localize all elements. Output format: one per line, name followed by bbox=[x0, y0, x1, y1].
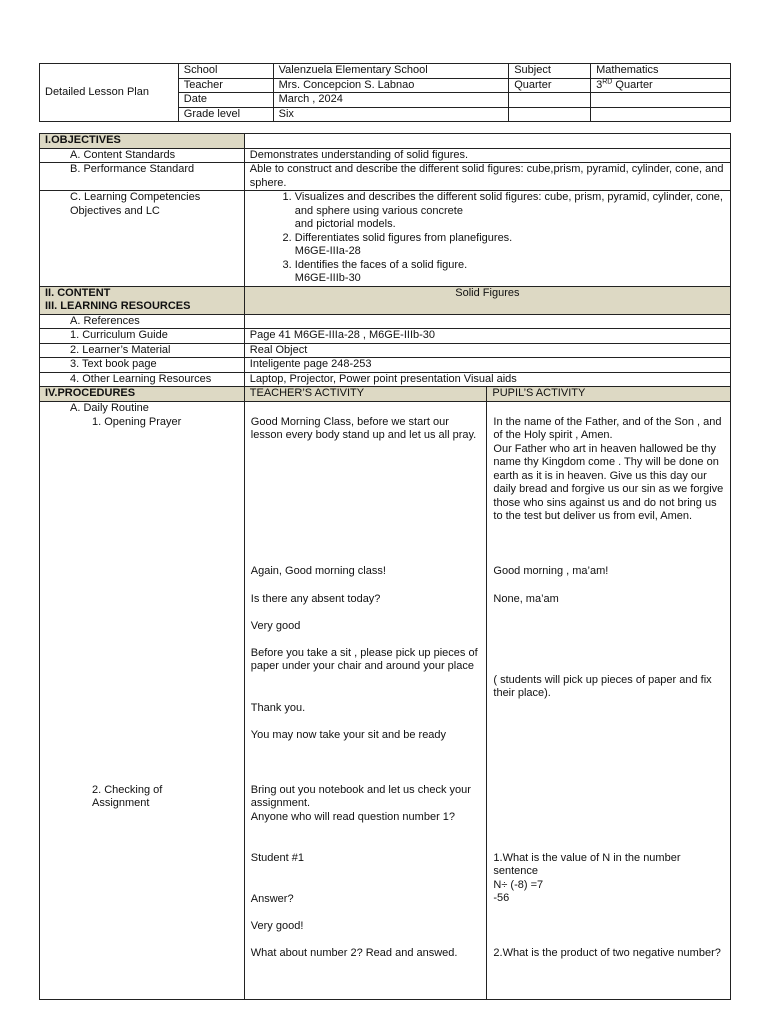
quarter-value: 3RD Quarter bbox=[591, 78, 731, 93]
references-label: A. References bbox=[40, 314, 245, 329]
teacher-line: Again, Good morning class! bbox=[250, 564, 386, 577]
empty-cell bbox=[244, 134, 730, 149]
resource-label: 1. Curriculum Guide bbox=[40, 329, 245, 344]
pupil-line: Good morning , ma’am! bbox=[493, 564, 609, 577]
teacher-value: Mrs. Concepcion S. Labnao bbox=[273, 78, 509, 93]
competency-item: 2. Differentiates solid figures from planefigures. M6GE-IIIa-28 bbox=[295, 232, 725, 259]
learning-competencies-label: C. Learning Competencies Objectives and LC bbox=[40, 191, 245, 287]
empty-cell bbox=[591, 107, 731, 122]
daily-routine-label: A. Daily Routine bbox=[70, 401, 149, 414]
main-table bbox=[39, 133, 731, 1000]
empty-cell bbox=[509, 93, 591, 108]
resource-label: 3. Text book page bbox=[40, 358, 245, 373]
topic-cell: Solid Figures bbox=[244, 286, 730, 314]
content-standards-value: Demonstrates understanding of solid figures. bbox=[244, 148, 730, 163]
competency-item: 3. Identifies the faces of a solid figure. M6GE-IIIb-30 bbox=[295, 259, 725, 286]
learning-resources-heading: III. LEARNING RESOURCES bbox=[45, 300, 191, 312]
teacher-line: Before you take a sit , please pick up pieces of paper under your chair and around your place bbox=[250, 646, 478, 672]
teacher-line: Very good! bbox=[250, 919, 304, 932]
teacher-line: Very good bbox=[250, 619, 301, 632]
empty-cell bbox=[244, 314, 730, 329]
teacher-activity-header: TEACHER’S ACTIVITY bbox=[244, 387, 487, 402]
learning-competencies-list bbox=[244, 191, 730, 287]
teacher-greeting: Good Morning Class, before we start our lesson every body stand up and let us all pray. bbox=[250, 415, 477, 441]
teacher-label: Teacher bbox=[178, 78, 273, 93]
teacher-line: Bring out you notebook and let us check your assignment. Anyone who will read question number 1? bbox=[250, 783, 471, 823]
quarter-label: Quarter bbox=[509, 78, 591, 93]
subject-value: Mathematics bbox=[591, 64, 731, 79]
pupil-activity-header: PUPIL’S ACTIVITY bbox=[487, 387, 731, 402]
teacher-line: Is there any absent today? bbox=[250, 592, 381, 605]
performance-standard-value: Able to construct and describe the different solid figures: cube,prism, pyramid, cylinder, cone, and sphere. bbox=[244, 163, 730, 191]
date-label: Date bbox=[178, 93, 273, 108]
lesson-plan-title: Detailed Lesson Plan bbox=[40, 64, 179, 122]
resource-value: Inteligente page 248-253 bbox=[244, 358, 730, 373]
checking-assignment-label: 2. Checking of Assignment bbox=[92, 783, 163, 809]
pupil-line: 1.What is the value of N in the number sentence N÷ (-8) =7 -56 bbox=[493, 851, 681, 904]
school-value: Valenzuela Elementary School bbox=[273, 64, 509, 79]
content-standards-label: A. Content Standards bbox=[40, 148, 245, 163]
grade-level-value: Six bbox=[273, 107, 509, 122]
school-label: School bbox=[178, 64, 273, 79]
teacher-line: Thank you. bbox=[250, 701, 306, 714]
procedures-heading: IV.PROCEDURES bbox=[40, 387, 245, 402]
opening-prayer-label: 1. Opening Prayer bbox=[92, 415, 182, 428]
teacher-line: Student #1 bbox=[250, 851, 304, 864]
objectives-heading: I.OBJECTIVES bbox=[40, 134, 245, 149]
resource-value: Laptop, Projector, Power point presentation Visual aids bbox=[244, 372, 730, 387]
date-value: March , 2024 bbox=[273, 93, 509, 108]
content-heading: II. CONTENT bbox=[45, 286, 111, 299]
procedures-steps-cell bbox=[40, 401, 245, 999]
teacher-activity-cell bbox=[244, 401, 487, 999]
grade-level-label: Grade level bbox=[178, 107, 273, 122]
competency-item: 1. Visualizes and describes the different solid figures: cube, prism, pyramid, cylinder, cone, and sphere using various concrete and pictorial models. bbox=[295, 191, 725, 232]
empty-cell bbox=[509, 107, 591, 122]
performance-standard-label: B. Performance Standard bbox=[40, 163, 245, 191]
empty-cell bbox=[591, 93, 731, 108]
teacher-line: What about number 2? Read and answed. bbox=[250, 946, 458, 959]
resource-value: Real Object bbox=[244, 343, 730, 358]
subject-label: Subject bbox=[509, 64, 591, 79]
teacher-line: Answer? bbox=[250, 892, 294, 905]
pupil-prayer: In the name of the Father, and of the Son , and of the Holy spirit , Amen. Our Father who art in heaven hallowed be thy name thy Kingdom come . Thy will be done on earth as it is in heaven. Give us this day our daily bread and forgive us our sin as we forgive those who sins against us and do not bring us to the test but deliver us from evil, Amen. bbox=[493, 415, 724, 522]
pupil-line: 2.What is the product of two negative number? bbox=[493, 946, 721, 959]
resource-label: 4. Other Learning Resources bbox=[40, 372, 245, 387]
teacher-line: You may now take your sit and be ready bbox=[250, 728, 447, 741]
pupil-line: None, ma’am bbox=[493, 592, 559, 605]
resource-value: Page 41 M6GE-IIIa-28 , M6GE-IIIb-30 bbox=[244, 329, 730, 344]
header-table bbox=[39, 63, 731, 122]
content-resources-heading bbox=[40, 286, 245, 314]
pupil-activity-cell bbox=[487, 401, 731, 999]
pupil-line: ( students will pick up pieces of paper and fix their place). bbox=[493, 673, 712, 699]
resource-label: 2. Learner’s Material bbox=[40, 343, 245, 358]
